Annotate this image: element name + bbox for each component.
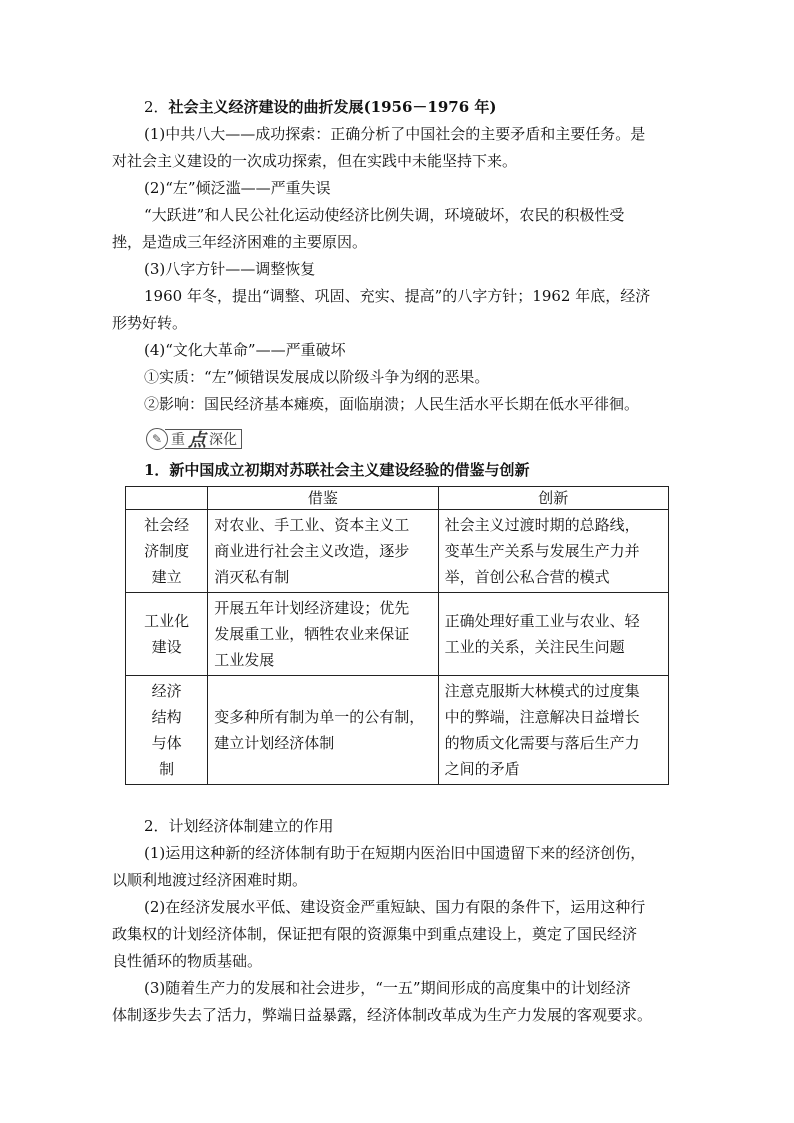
cell-line: 变多种所有制为单一的公有制， [214, 708, 425, 726]
cell-line: 举，首创公私合营的模式 [444, 568, 610, 586]
borrow-cell [208, 593, 438, 676]
cell-line: 社会经 [144, 516, 190, 534]
badge-text-1: 重 [171, 432, 185, 448]
badge-text-3: 深化 [209, 432, 237, 448]
cell-line: 变革生产关系与发展生产力并 [444, 542, 640, 560]
subheading: (4)“文化大革命”——严重破坏 [144, 341, 346, 359]
cell-line: 注意克服斯大林模式的过度集 [444, 682, 640, 700]
cell-line: 消灭私有制 [214, 568, 290, 586]
heading-range: (1956－1976 年) [363, 98, 497, 116]
cell-line: 工业发展 [214, 651, 275, 669]
cell-line: 工业化 [144, 612, 190, 630]
cell-line: 对农业、手工业、资本主义工 [214, 516, 410, 534]
paragraph-line: (2)在经济发展水平低、建设资金严重短缺、国力有限的条件下，运用这种行 [144, 898, 646, 916]
cell-line: 发展重工业，牺牲农业来保证 [214, 625, 410, 643]
cell-line: 的物质文化需要与落后生产力 [444, 734, 640, 752]
paragraph-line: “大跃进”和人民公社化运动使经济比例失调，环境破坏，农民的积极性受 [144, 206, 625, 224]
paragraph-line: 以顺利地渡过经济困难时期。 [112, 871, 308, 889]
cell-line: 济制度 [144, 542, 190, 560]
comparison-table [125, 486, 669, 785]
table-header-row [126, 487, 669, 510]
table-header-cell: 借鉴 [208, 487, 438, 510]
cell-line: 与体 [151, 734, 182, 752]
table-row [126, 676, 669, 785]
cell-line: 中的弊端，注意解决日益增长 [444, 708, 640, 726]
paragraph-line: (3)随着生产力的发展和社会进步，“一五”期间形成的高度集中的计划经济 [144, 979, 631, 997]
table-row [126, 510, 669, 593]
row-label [126, 510, 208, 593]
table-row [126, 593, 669, 676]
innovate-cell [438, 676, 668, 785]
innovate-cell [438, 510, 668, 593]
cell-line: 正确处理好重工业与农业、轻 [444, 612, 640, 630]
subheading: (3)八字方针——调整恢复 [144, 260, 316, 278]
cell-line: 制 [159, 760, 175, 778]
table-heading: 1．新中国成立初期对苏联社会主义建设经验的借鉴与创新 [144, 461, 530, 479]
subheading: (2)“左”倾泛滥——严重失误 [144, 179, 331, 197]
section-heading: 2．计划经济体制建立的作用 [144, 817, 334, 835]
heading-number: 2． [144, 98, 169, 116]
cell-line: 建设 [151, 638, 182, 656]
paragraph-line: 形势好转。 [112, 314, 188, 332]
cell-line: 建立计划经济体制 [214, 734, 335, 752]
cell-line: 社会主义过渡时期的总路线， [444, 516, 640, 534]
heading-title: 社会主义经济建设的曲折发展 [168, 98, 364, 116]
cell-line: 之间的矛盾 [444, 760, 520, 778]
paragraph-line: ①实质：“左”倾错误发展成以阶级斗争为纲的恶果。 [144, 368, 490, 386]
row-label [126, 676, 208, 785]
cell-line: 建立 [151, 568, 182, 586]
badge-label [165, 429, 242, 449]
paragraph-line: 对社会主义建设的一次成功探索，但在实践中未能坚持下来。 [112, 152, 518, 170]
innovate-cell [438, 593, 668, 676]
badge-text-2: 点 [188, 430, 206, 451]
table-header-cell: 创新 [438, 487, 668, 510]
paragraph-line: (1)中共八大——成功探索：正确分析了中国社会的主要矛盾和主要任务。是 [144, 125, 646, 143]
paragraph-line: 良性循环的物质基础。 [112, 952, 263, 970]
paragraph-line: (1)运用这种新的经济体制有助于在短期内医治旧中国遗留下来的经济创伤， [144, 844, 646, 862]
pencil-icon: ✎ [146, 428, 168, 450]
borrow-cell [208, 676, 438, 785]
paragraph-line: 挫，是造成三年经济困难的主要原因。 [112, 233, 368, 251]
cell-line: 商业进行社会主义改造，逐步 [214, 542, 410, 560]
cell-line: 经济 [151, 682, 182, 700]
table-header-cell [126, 487, 208, 510]
section-heading [144, 97, 714, 117]
row-label [126, 593, 208, 676]
cell-line: 结构 [151, 708, 182, 726]
paragraph-line: 1960 年冬，提出“调整、巩固、充实、提高”的八字方针；1962 年底，经济 [144, 287, 651, 305]
cell-line: 工业的关系，关注民生问题 [444, 638, 625, 656]
borrow-cell [208, 510, 438, 593]
key-points-badge [146, 427, 256, 451]
paragraph-line: 政集权的计划经济体制，保证把有限的资源集中到重点建设上，奠定了国民经济 [112, 925, 638, 943]
paragraph-line: ②影响：国民经济基本瘫痪，面临崩溃；人民生活水平长期在低水平徘徊。 [144, 395, 640, 413]
cell-line: 开展五年计划经济建设；优先 [214, 599, 410, 617]
paragraph-line: 体制逐步失去了活力，弊端日益暴露，经济体制改革成为生产力发展的客观要求。 [112, 1006, 653, 1024]
